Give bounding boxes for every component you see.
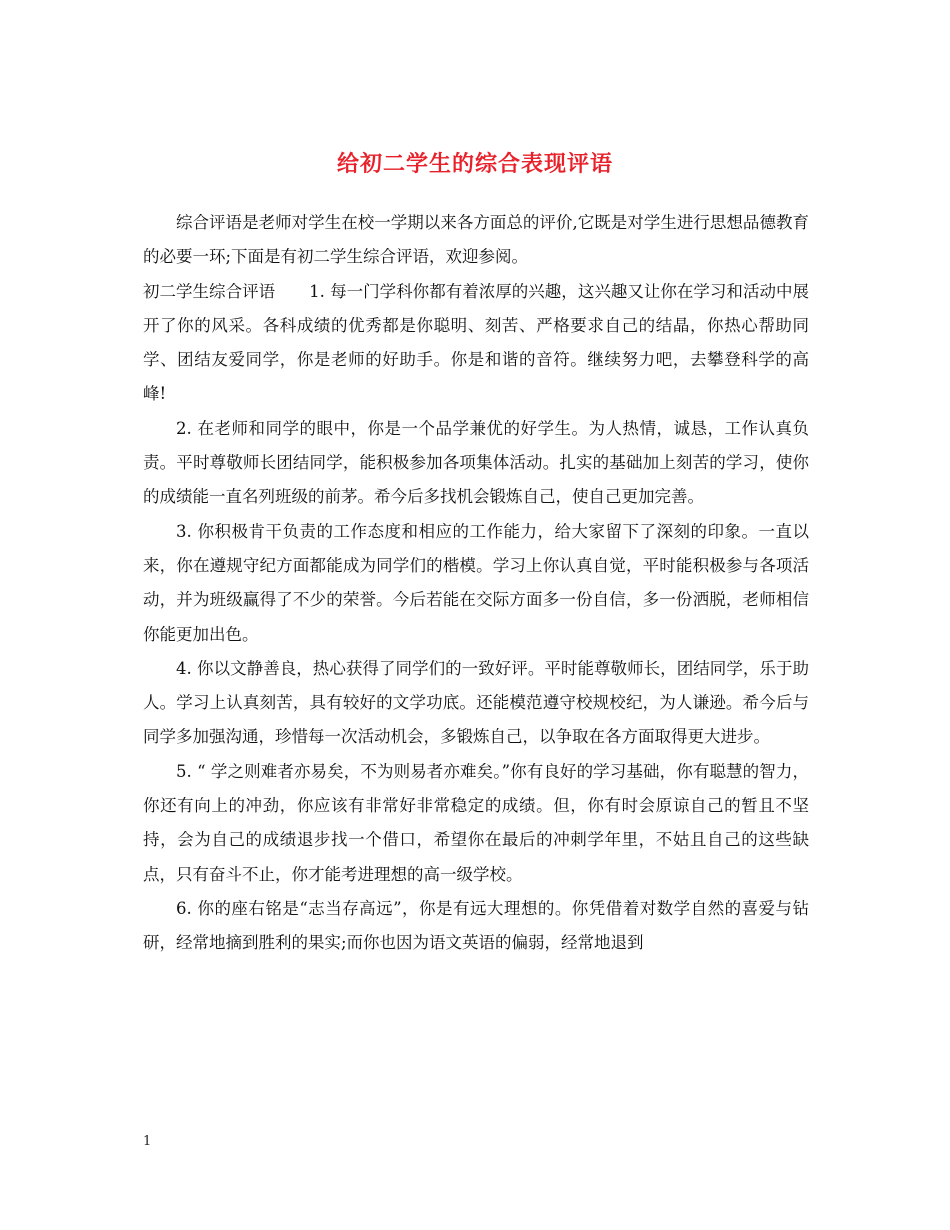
comment-paragraph-2: 2. 在老师和同学的眼中，你是一个品学兼优的好学生。为人热情，诚恳，工作认真负责。平时尊敬师长团结同学，能积极参加各项集体活动。扎实的基础加上刻苦的学习，使你的成绩能一直名列班级的前茅。希今后多找机会锻炼自己，使自己更加完善。 xyxy=(143,418,809,507)
section-label: 初二学生综合评语 xyxy=(143,281,276,301)
document-body xyxy=(143,206,809,961)
comment-paragraph-1 xyxy=(143,275,809,412)
page-title: 给初二学生的综合表现评语 xyxy=(336,150,613,177)
intro-paragraph: 综合评语是老师对学生在校一学期以来各方面总的评价,它既是对学生进行思想品德教育的必要一环;下面是有初二学生综合评语，欢迎参阅。 xyxy=(143,213,809,267)
comment-1-text: 1. 每一门学科你都有着浓厚的兴趣，这兴趣又让你在学习和活动中展开了你的风采。各科成绩的优秀都是你聪明、刻苦、严格要求自己的结晶，你热心帮助同学、团结友爱同学，你是老师的好助手。你是和谐的音符。继续努力吧，去攀登科学的高峰! xyxy=(143,281,809,404)
comment-paragraph-3: 3. 你积极肯干负责的工作态度和相应的工作能力，给大家留下了深刻的印象。一直以来，你在遵规守纪方面都能成为同学们的楷模。学习上你认真自觉，平时能积极参与各项活动，并为班级赢得了不少的荣誉。今后若能在交际方面多一份自信，多一份洒脱，老师相信你能更加出色。 xyxy=(143,521,809,644)
comment-paragraph-6: 6. 你的座右铭是“志当存高远”，你是有远大理想的。你凭借着对数学自然的喜爱与钻研，经常地摘到胜利的果实;而你也因为语文英语的偏弱，经常地退到 xyxy=(143,898,809,953)
comment-paragraph-5: 5. “ 学之则难者亦易矣，不为则易者亦难矣。”你有良好的学习基础，你有聪慧的智力，你还有向上的冲劲，你应该有非常好非常稳定的成绩。但，你有时会原谅自己的暂且不坚持，会为自己的成绩退步找一个借口，希望你在最后的冲刺学年里，不姑且自己的这些缺点，只有奋斗不止，你才能考进理想的高一级学校。 xyxy=(143,761,809,884)
page-number: 1 xyxy=(143,1134,152,1149)
comment-paragraph-4: 4. 你以文静善良，热心获得了同学们的一致好评。平时能尊敬师长，团结同学，乐于助人。学习上认真刻苦，具有较好的文学功底。还能模范遵守校规校纪，为人谦逊。希今后与同学多加强沟通，珍惜每一次活动机会，多锻炼自己，以争取在各方面取得更大进步。 xyxy=(143,658,809,747)
